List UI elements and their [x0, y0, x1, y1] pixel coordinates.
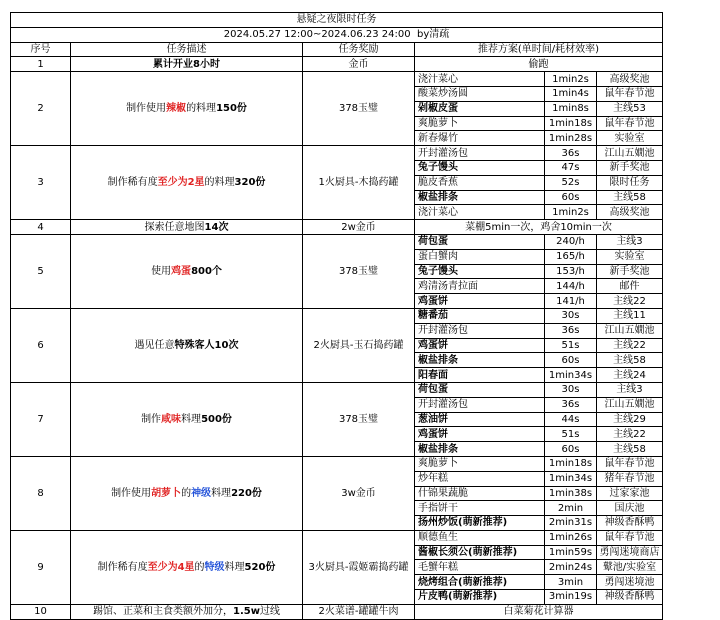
dish-source: 主线3 — [597, 382, 663, 397]
task-reward: 1火厨具-木捣药罐 — [303, 146, 415, 220]
task-number: 2 — [11, 72, 71, 146]
dish-name: 剁椒皮蛋 — [415, 101, 545, 116]
cook-time: 51s — [545, 427, 597, 442]
dish-source: 主线3 — [597, 234, 663, 249]
task-description — [71, 57, 303, 72]
dish-name: 炒年糕 — [415, 471, 545, 486]
task-description-part: 500份 — [201, 413, 232, 425]
cook-time: 2min24s — [545, 560, 597, 575]
task-description-part: 的料理 — [186, 103, 217, 115]
dish-source: 勇闯迷境商店 — [597, 545, 663, 560]
task-description-part: 的料理 — [204, 177, 235, 189]
task-number: 9 — [11, 530, 71, 604]
task-number: 6 — [11, 308, 71, 382]
task-description-part: 制作 — [141, 413, 162, 425]
dish-source: 主线22 — [597, 294, 663, 309]
task-number: 4 — [11, 220, 71, 235]
task-description — [71, 234, 303, 308]
task-description-part: 遇见任意 — [134, 339, 175, 351]
dish-source: 神级香酥鸭 — [597, 516, 663, 531]
task-description-part: 800个 — [191, 265, 222, 277]
dish-source: 江山五嫺池 — [597, 323, 663, 338]
task-number: 1 — [11, 57, 71, 72]
task-row — [11, 72, 663, 87]
dish-source: 实验室 — [597, 249, 663, 264]
task-row — [11, 530, 663, 545]
task-description-part: 特级 — [204, 561, 225, 573]
cook-time: 1min4s — [545, 86, 597, 101]
dish-name: 椒盐排条 — [415, 190, 545, 205]
dish-source: 高级奖池 — [597, 72, 663, 87]
cook-time: 1min2s — [545, 205, 597, 220]
cook-time: 1min18s — [545, 456, 597, 471]
task-description-part: 料理 — [211, 487, 232, 499]
dish-name: 片皮鸭(萌新推荐) — [415, 590, 545, 605]
task-description-part: 踢馆、正菜和主食类额外加分， — [93, 606, 234, 618]
task-row — [11, 220, 663, 235]
dish-source: 邮件 — [597, 279, 663, 294]
task-description-part: 料理 — [224, 561, 245, 573]
task-description — [71, 382, 303, 456]
cook-time: 165/h — [545, 249, 597, 264]
task-description-part: 料理 — [181, 413, 202, 425]
dish-source: 限时任务 — [597, 175, 663, 190]
task-description-part: 使用 — [151, 265, 172, 277]
dish-name: 酱椒长须公(萌新推荐) — [415, 545, 545, 560]
task-number: 7 — [11, 382, 71, 456]
dish-name: 毛蟹年糕 — [415, 560, 545, 575]
dish-source: 主线22 — [597, 338, 663, 353]
cook-time: 2min31s — [545, 516, 597, 531]
cook-time: 51s — [545, 338, 597, 353]
dish-name: 顺德鱼生 — [415, 530, 545, 545]
dish-source: 鼠年春节池 — [597, 116, 663, 131]
task-description-part: 辣椒 — [166, 103, 187, 115]
task-reward: 3w金币 — [303, 456, 415, 530]
cook-time: 60s — [545, 442, 597, 457]
task-description-part: 14次 — [204, 221, 229, 233]
task-row — [11, 57, 663, 72]
task-description-part: 的 — [181, 487, 192, 499]
task-description-part: 特殊客人10次 — [174, 339, 239, 351]
header-num: 序号 — [11, 42, 71, 57]
task-description-part: 神级 — [191, 487, 212, 499]
task-description — [71, 308, 303, 382]
date-row — [11, 27, 663, 42]
task-row — [11, 308, 663, 323]
task-description-part: 1.5w — [233, 606, 260, 618]
dish-source: 新手奖池 — [597, 264, 663, 279]
dish-source: 江山五嫺池 — [597, 397, 663, 412]
dish-source: 主线58 — [597, 190, 663, 205]
task-description — [71, 604, 303, 619]
dish-name: 鸡蛋饼 — [415, 338, 545, 353]
task-description-part: 的 — [194, 561, 205, 573]
dish-name: 鸡蛋饼 — [415, 427, 545, 442]
cook-time: 2min — [545, 501, 597, 516]
plan-note: 偷跑 — [415, 57, 663, 72]
cook-time: 60s — [545, 353, 597, 368]
dish-name: 荷包蛋 — [415, 234, 545, 249]
cook-time: 3min19s — [545, 590, 597, 605]
task-description-part: 520份 — [244, 561, 276, 573]
task-reward: 2火厨具-玉石捣药罐 — [303, 308, 415, 382]
task-description-part: 制作使用 — [111, 487, 152, 499]
task-number: 5 — [11, 234, 71, 308]
task-row — [11, 604, 663, 619]
cook-time: 36s — [545, 146, 597, 161]
dish-name: 酸菜炒汤圆 — [415, 86, 545, 101]
task-description — [71, 146, 303, 220]
dish-name: 开封灌汤包 — [415, 146, 545, 161]
dish-name: 糖番茄 — [415, 308, 545, 323]
cook-time: 1min38s — [545, 486, 597, 501]
task-table — [10, 12, 663, 620]
task-description-part: 制作稀有度 — [107, 177, 158, 189]
header-plan: 推荐方案(单时间/耗材效率) — [415, 42, 663, 57]
title-row — [11, 13, 663, 28]
dish-source: 主线53 — [597, 101, 663, 116]
cook-time: 240/h — [545, 234, 597, 249]
task-description — [71, 220, 303, 235]
cook-time: 52s — [545, 175, 597, 190]
author: by清疏 — [416, 29, 450, 41]
dish-name: 脆皮香蕉 — [415, 175, 545, 190]
dish-name: 葱油饼 — [415, 412, 545, 427]
task-description-part: 探索任意地图 — [144, 221, 205, 233]
cook-time: 153/h — [545, 264, 597, 279]
dish-source: 神级香酥鸭 — [597, 590, 663, 605]
date-range: 2024.05.27 12:00~2024.06.23 24:00 — [223, 29, 411, 41]
dish-name: 什锦果蔬脆 — [415, 486, 545, 501]
task-row — [11, 382, 663, 397]
cook-time: 1min34s — [545, 471, 597, 486]
task-reward: 金币 — [303, 57, 415, 72]
cook-time: 3min — [545, 575, 597, 590]
cook-time: 1min34s — [545, 368, 597, 383]
cook-time: 44s — [545, 412, 597, 427]
task-row — [11, 234, 663, 249]
dish-name: 新春爆竹 — [415, 131, 545, 146]
cook-time: 1min26s — [545, 530, 597, 545]
sheet-title: 悬疑之夜限时任务 — [11, 13, 663, 28]
dish-source: 实验室 — [597, 131, 663, 146]
task-reward: 3火厨具-霞姬霸捣药罐 — [303, 530, 415, 604]
date-range-cell — [11, 27, 663, 42]
dish-name: 开封灌汤包 — [415, 323, 545, 338]
dish-source: 高级奖池 — [597, 205, 663, 220]
header-reward: 任务奖励 — [303, 42, 415, 57]
task-description-part: 累计开业8小时 — [153, 58, 220, 70]
dish-name: 椒盐排条 — [415, 442, 545, 457]
task-description-part: 220份 — [231, 487, 262, 499]
dish-name: 爽脆萝卜 — [415, 456, 545, 471]
dish-source: 主线24 — [597, 368, 663, 383]
cook-time: 1min59s — [545, 545, 597, 560]
task-description-part: 制作稀有度 — [97, 561, 148, 573]
task-reward: 378玉璧 — [303, 72, 415, 146]
task-reward: 2w金币 — [303, 220, 415, 235]
dish-source: 鼠年春节池 — [597, 530, 663, 545]
cook-time: 1min2s — [545, 72, 597, 87]
task-number: 3 — [11, 146, 71, 220]
cook-time: 60s — [545, 190, 597, 205]
header-row — [11, 42, 663, 57]
task-reward: 2火菜谱-罐罐牛肉 — [303, 604, 415, 619]
task-row — [11, 146, 663, 161]
task-description-part: 制作使用 — [126, 103, 167, 115]
dish-source: 国庆池 — [597, 501, 663, 516]
task-reward: 378玉璧 — [303, 382, 415, 456]
task-number: 8 — [11, 456, 71, 530]
header-task: 任务描述 — [71, 42, 303, 57]
cook-time: 141/h — [545, 294, 597, 309]
task-row — [11, 456, 663, 471]
dish-name: 浇汁菜心 — [415, 72, 545, 87]
dish-name: 扬州炒饭(萌新推荐) — [415, 516, 545, 531]
dish-source: 主线58 — [597, 442, 663, 457]
task-description — [71, 530, 303, 604]
dish-name: 爽脆萝卜 — [415, 116, 545, 131]
dish-source: 主线22 — [597, 427, 663, 442]
task-description-part: 过线 — [259, 606, 280, 618]
dish-source: 鼠年春节池 — [597, 456, 663, 471]
cook-time: 1min28s — [545, 131, 597, 146]
task-reward: 378玉璧 — [303, 234, 415, 308]
dish-name: 鸡蛋饼 — [415, 294, 545, 309]
task-description-part: 鸡蛋 — [171, 265, 192, 277]
cook-time: 30s — [545, 308, 597, 323]
plan-note: 菜棚5min一次，鸡舍10min一次 — [415, 220, 663, 235]
dish-name: 兔子馒头 — [415, 160, 545, 175]
cook-time: 1min8s — [545, 101, 597, 116]
cook-time: 1min18s — [545, 116, 597, 131]
dish-name: 荷包蛋 — [415, 382, 545, 397]
plan-note: 白菜菊花计算器 — [415, 604, 663, 619]
task-description-part: 至少为2星 — [157, 177, 205, 189]
dish-name: 蛋白蟹肉 — [415, 249, 545, 264]
dish-source: 勇闯迷境池 — [597, 575, 663, 590]
dish-source: 鼙池/实验室 — [597, 560, 663, 575]
task-description-part: 至少为4星 — [147, 561, 195, 573]
cook-time: 30s — [545, 382, 597, 397]
dish-name: 开封灌汤包 — [415, 397, 545, 412]
dish-source: 猪年春节池 — [597, 471, 663, 486]
task-table-body — [11, 13, 663, 620]
dish-source: 主线11 — [597, 308, 663, 323]
task-description-part: 150份 — [216, 103, 247, 115]
cook-time: 36s — [545, 397, 597, 412]
task-number: 10 — [11, 604, 71, 619]
dish-name: 椒盐排条 — [415, 353, 545, 368]
dish-name: 烧烤组合(萌新推荐) — [415, 575, 545, 590]
dish-source: 新手奖池 — [597, 160, 663, 175]
cook-time: 36s — [545, 323, 597, 338]
task-description-part: 胡萝卜 — [151, 487, 182, 499]
dish-name: 阳春面 — [415, 368, 545, 383]
dish-source: 鼠年春节池 — [597, 86, 663, 101]
task-description-part: 咸味 — [161, 413, 182, 425]
dish-source: 江山五嫺池 — [597, 146, 663, 161]
cook-time: 144/h — [545, 279, 597, 294]
task-description-part: 320份 — [234, 177, 266, 189]
cook-time: 47s — [545, 160, 597, 175]
dish-source: 过家家池 — [597, 486, 663, 501]
dish-source: 主线58 — [597, 353, 663, 368]
dish-name: 浇汁菜心 — [415, 205, 545, 220]
dish-source: 主线29 — [597, 412, 663, 427]
task-description — [71, 456, 303, 530]
dish-name: 兔子馒头 — [415, 264, 545, 279]
dish-name: 鸡清汤青拉面 — [415, 279, 545, 294]
task-description — [71, 72, 303, 146]
dish-name: 手指饼干 — [415, 501, 545, 516]
